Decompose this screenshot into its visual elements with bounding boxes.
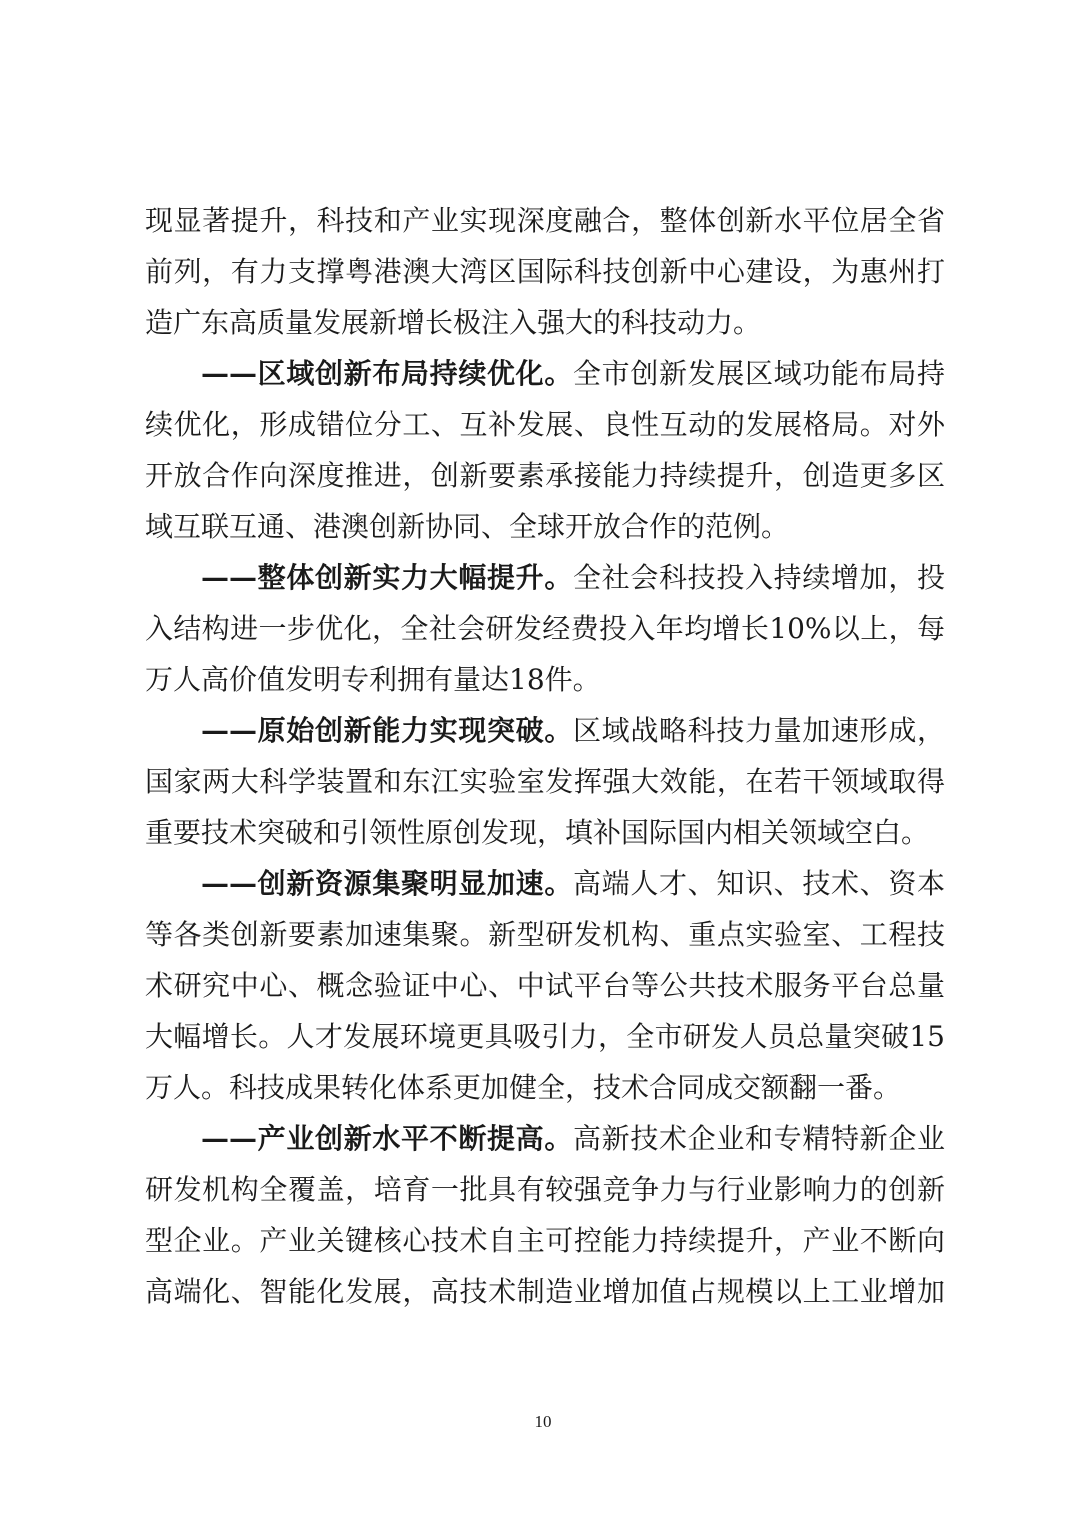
text-line	[145, 1266, 945, 1317]
text-line	[145, 1215, 945, 1266]
text-line	[145, 603, 945, 654]
line-text: 国家两大科学装置和东江实验室发挥强大效能，在若干领域取得	[145, 765, 945, 798]
text-line	[145, 450, 945, 501]
line-text: 万人。科技成果转化体系更加健全，技术合同成交额翻一番。	[145, 1071, 902, 1104]
line-text: 入结构进一步优化，全社会研发经费投入年均增长10%以上，每	[145, 612, 945, 645]
line-text: 高新技术企业和专精特新企业	[573, 1122, 945, 1155]
text-line	[145, 654, 945, 705]
text-line	[145, 552, 945, 603]
text-line	[145, 195, 945, 246]
line-text: 重要技术突破和引领性原创发现，填补国际国内相关领域空白。	[145, 816, 930, 849]
line-text: 等各类创新要素加速集聚。新型研发机构、重点实验室、工程技	[145, 918, 945, 951]
text-line	[145, 1062, 945, 1113]
text-line	[145, 501, 945, 552]
paragraph	[145, 1113, 945, 1317]
text-line	[145, 246, 945, 297]
text-line	[145, 756, 945, 807]
text-line	[145, 1011, 945, 1062]
document-body	[145, 195, 945, 1317]
line-text: 续优化，形成错位分工、互补发展、良性互动的发展格局。对外	[145, 408, 945, 441]
paragraph-heading: ——区域创新布局持续优化。	[201, 357, 573, 390]
paragraph-heading: ——原始创新能力实现突破。	[201, 714, 573, 747]
paragraph	[145, 195, 945, 348]
text-line	[145, 1113, 945, 1164]
line-text: 现显著提升，科技和产业实现深度融合，整体创新水平位居全省	[145, 204, 945, 237]
paragraph	[145, 348, 945, 552]
line-text: 术研究中心、概念验证中心、中试平台等公共技术服务平台总量	[145, 969, 945, 1002]
line-text: 高端化、智能化发展，高技术制造业增加值占规模以上工业增加	[145, 1275, 945, 1308]
paragraph	[145, 858, 945, 1113]
line-text: 万人高价值发明专利拥有量达18件。	[145, 663, 601, 696]
text-line	[145, 807, 945, 858]
text-line	[145, 348, 945, 399]
text-line	[145, 960, 945, 1011]
text-line	[145, 858, 945, 909]
line-text: 全社会科技投入持续增加，投	[573, 561, 945, 594]
line-text: 研发机构全覆盖，培育一批具有较强竞争力与行业影响力的创新	[145, 1173, 945, 1206]
line-text: 造广东高质量发展新增长极注入强大的科技动力。	[145, 306, 762, 339]
line-text: 高端人才、知识、技术、资本	[573, 867, 945, 900]
line-text: 区域战略科技力量加速形成，	[573, 714, 945, 747]
paragraph-heading: ——创新资源集聚明显加速。	[201, 867, 573, 900]
paragraph-heading: ——整体创新实力大幅提升。	[201, 561, 573, 594]
page-number: 10	[534, 1412, 552, 1431]
line-text: 型企业。产业关键核心技术自主可控能力持续提升，产业不断向	[145, 1224, 945, 1257]
line-text: 前列，有力支撑粤港澳大湾区国际科技创新中心建设，为惠州打	[145, 255, 945, 288]
paragraph-heading: ——产业创新水平不断提高。	[201, 1122, 573, 1155]
text-line	[145, 705, 945, 756]
paragraph	[145, 552, 945, 705]
line-text: 开放合作向深度推进，创新要素承接能力持续提升，创造更多区	[145, 459, 945, 492]
line-text: 域互联互通、港澳创新协同、全球开放合作的范例。	[145, 510, 790, 543]
text-line	[145, 399, 945, 450]
text-line	[145, 1164, 945, 1215]
line-text: 大幅增长。人才发展环境更具吸引力，全市研发人员总量突破15	[145, 1020, 945, 1053]
text-line	[145, 909, 945, 960]
line-text: 全市创新发展区域功能布局持	[573, 357, 945, 390]
text-line	[145, 297, 945, 348]
paragraph	[145, 705, 945, 858]
